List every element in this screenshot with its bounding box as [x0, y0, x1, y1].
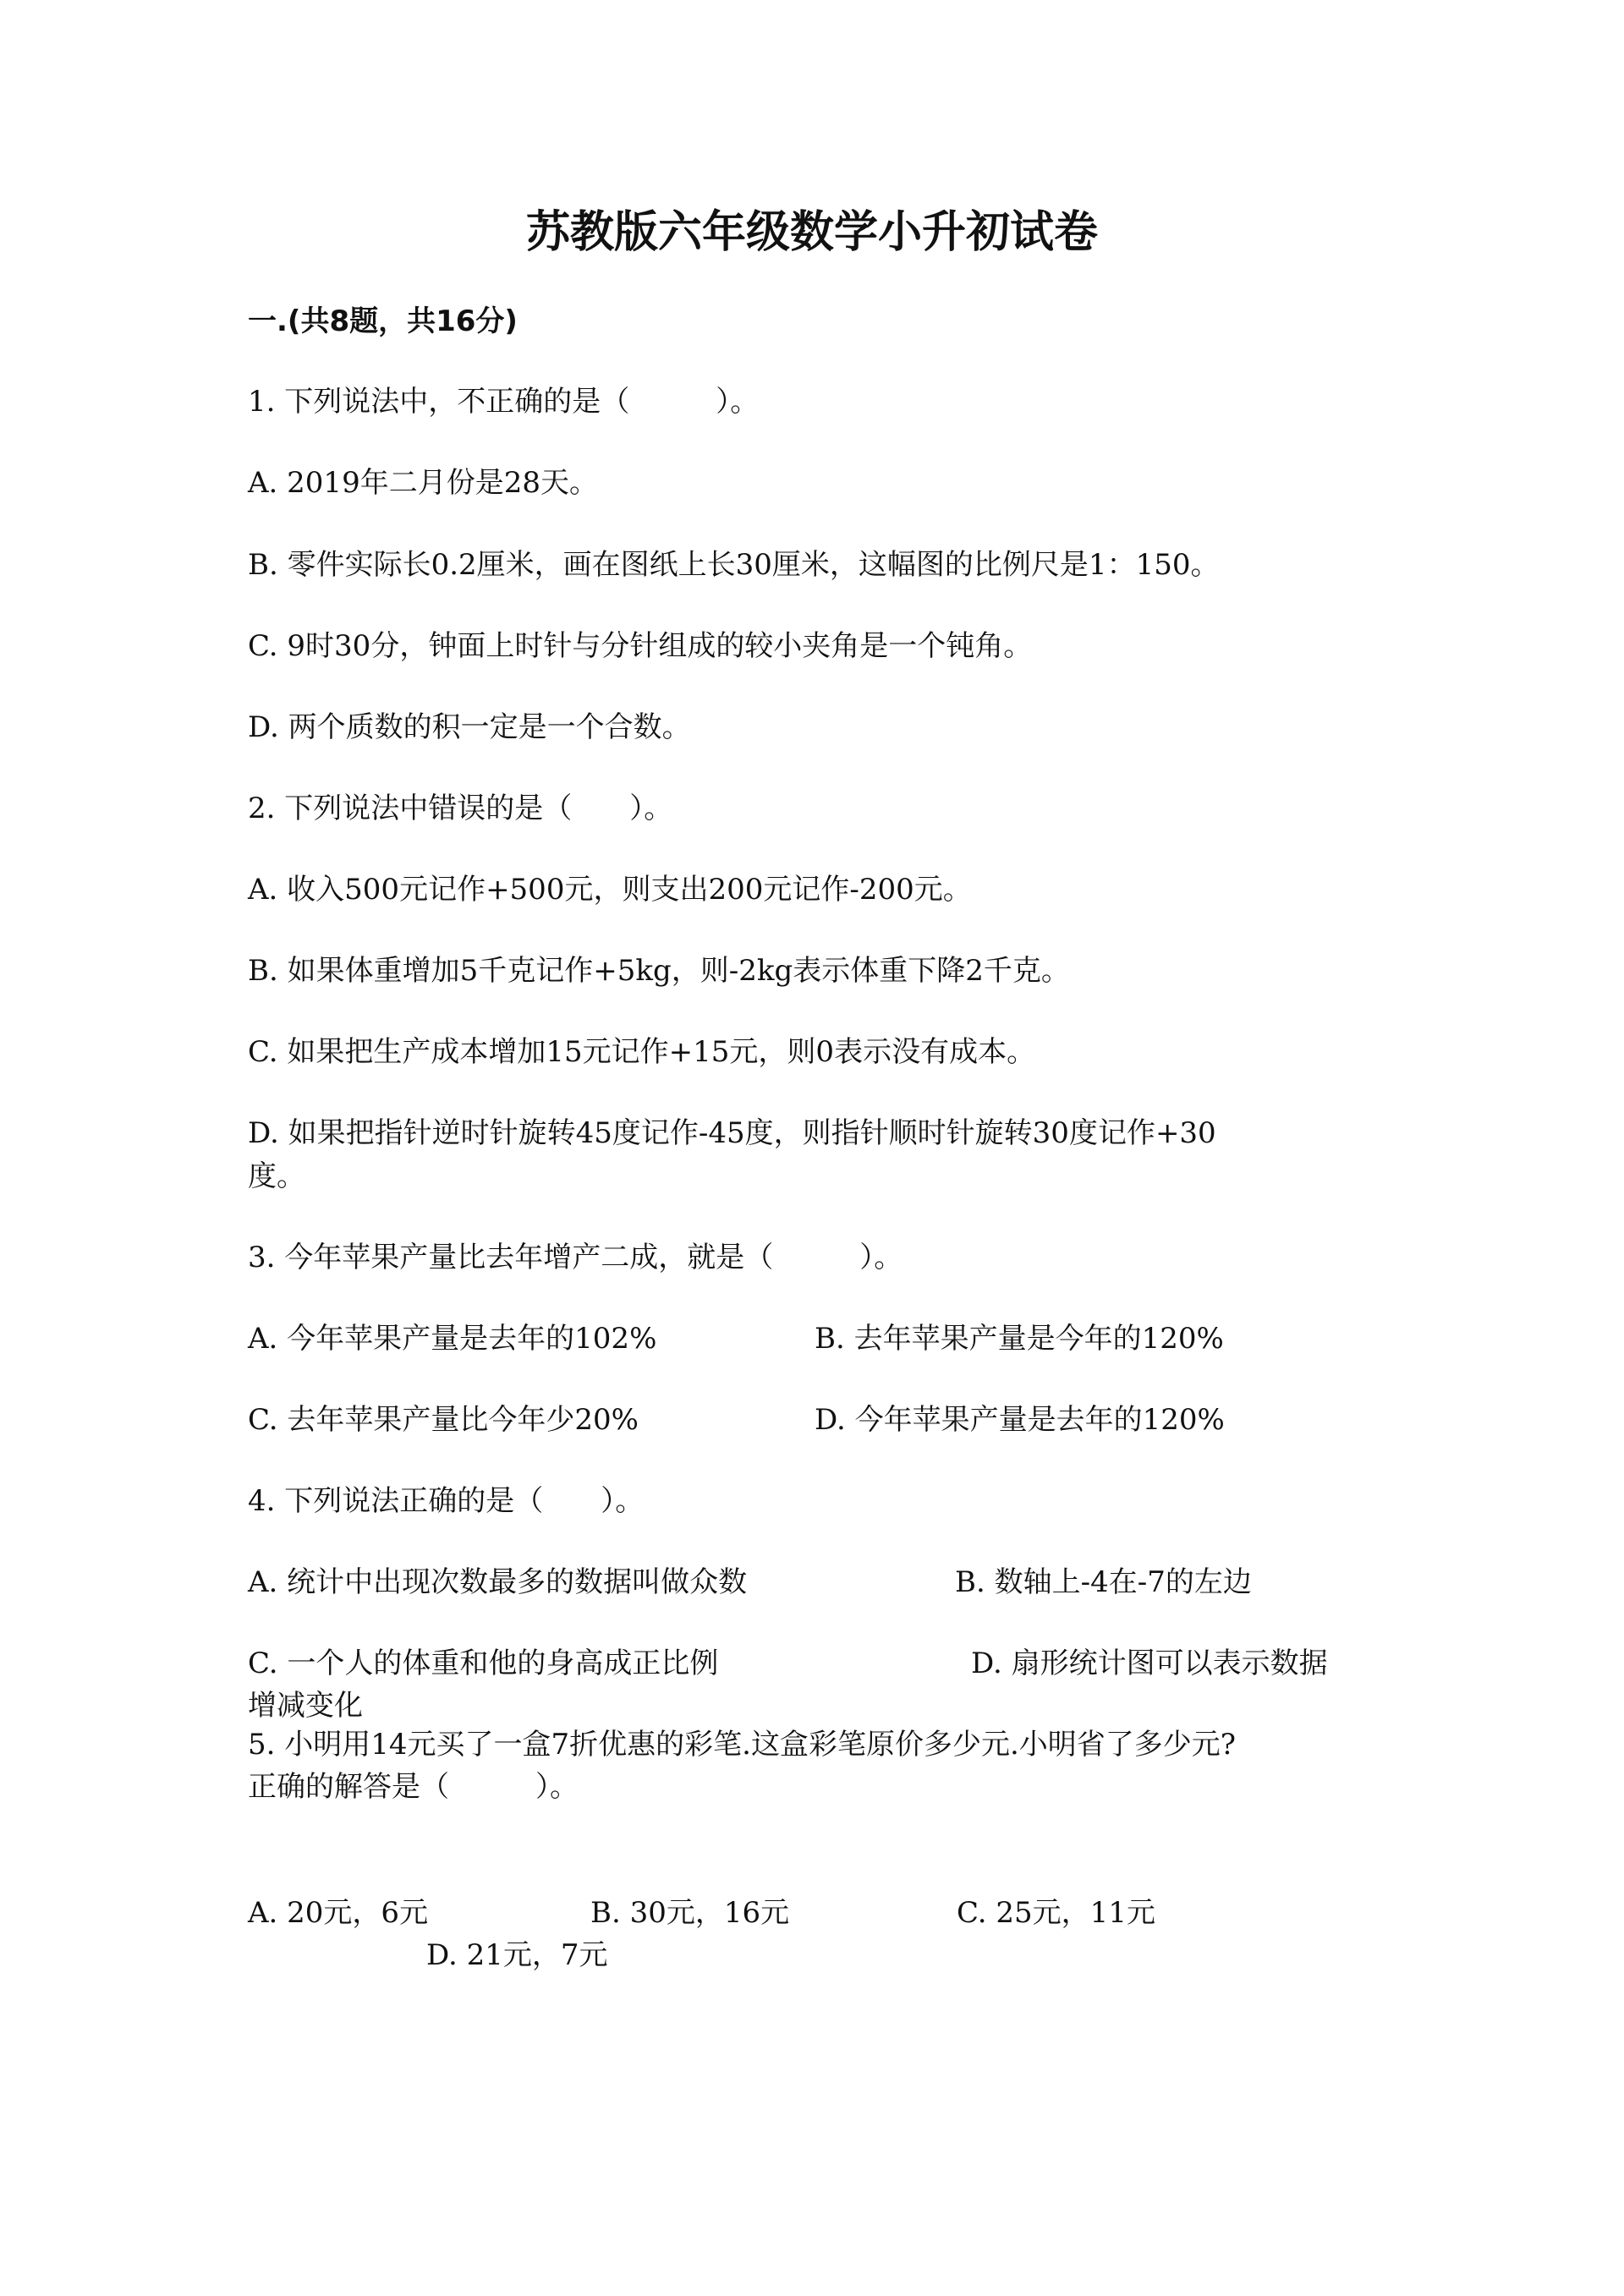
- question-1-option-b: B. 零件实际长0.2厘米，画在图纸上长30厘米，这幅图的比例尺是1：150。: [248, 548, 1220, 582]
- question-5-option-b: B. 30元，16元: [590, 1896, 790, 1930]
- question-4-stem: 4. 下列说法正确的是（ ）。: [248, 1484, 645, 1518]
- question-4-option-b: B. 数轴上-4在-7的左边: [955, 1565, 1252, 1599]
- question-4-option-d: D. 扇形统计图可以表示数据: [971, 1647, 1328, 1680]
- question-1-option-c: C. 9时30分，钟面上时针与分针组成的较小夹角是一个钝角。: [248, 629, 1033, 663]
- question-5-option-d: D. 21元，7元: [426, 1938, 608, 1972]
- section-heading: 一.(共8题，共16分): [248, 304, 518, 338]
- question-3-stem: 3. 今年苹果产量比去年增产二成，就是（ ）。: [248, 1241, 903, 1274]
- question-5-stem: 5. 小明用14元买了一盒7折优惠的彩笔.这盒彩笔原价多少元.小明省了多少元?: [248, 1728, 1236, 1762]
- question-3-option-a: A. 今年苹果产量是去年的102%: [248, 1322, 657, 1356]
- question-2-option-b: B. 如果体重增加5千克记作+5kg，则-2kg表示体重下降2千克。: [248, 954, 1070, 988]
- question-3-option-c: C. 去年苹果产量比今年少20%: [248, 1403, 639, 1437]
- question-2-option-a: A. 收入500元记作+500元，则支出200元记作-200元。: [248, 873, 972, 907]
- question-2-option-c: C. 如果把生产成本增加15元记作+15元，则0表示没有成本。: [248, 1035, 1036, 1069]
- question-2-option-d: D. 如果把指针逆时针旋转45度记作-45度，则指针顺时针旋转30度记作+30: [248, 1116, 1216, 1150]
- question-4-option-c: C. 一个人的体重和他的身高成正比例: [248, 1647, 719, 1680]
- question-1-stem: 1. 下列说法中，不正确的是（ ）。: [248, 385, 760, 419]
- question-3-option-b: B. 去年苹果产量是今年的120%: [815, 1322, 1224, 1356]
- question-1-option-a: A. 2019年二月份是28天。: [248, 466, 598, 500]
- page-title: 苏教版六年级数学小升初试卷: [525, 207, 1098, 258]
- question-2-stem: 2. 下列说法中错误的是（ ）。: [248, 792, 673, 825]
- question-4-option-d-cont: 增减变化: [248, 1689, 363, 1723]
- question-1-option-d: D. 两个质数的积一定是一个合数。: [248, 710, 691, 744]
- question-2-option-d-cont: 度。: [248, 1159, 305, 1193]
- question-4-option-a: A. 统计中出现次数最多的数据叫做众数: [248, 1565, 748, 1599]
- question-5-option-c: C. 25元，11元: [957, 1896, 1155, 1930]
- question-5-option-a: A. 20元，6元: [248, 1896, 429, 1930]
- question-5-stem-cont: 正确的解答是（ ）。: [248, 1770, 579, 1804]
- question-3-option-d: D. 今年苹果产量是去年的120%: [815, 1403, 1225, 1437]
